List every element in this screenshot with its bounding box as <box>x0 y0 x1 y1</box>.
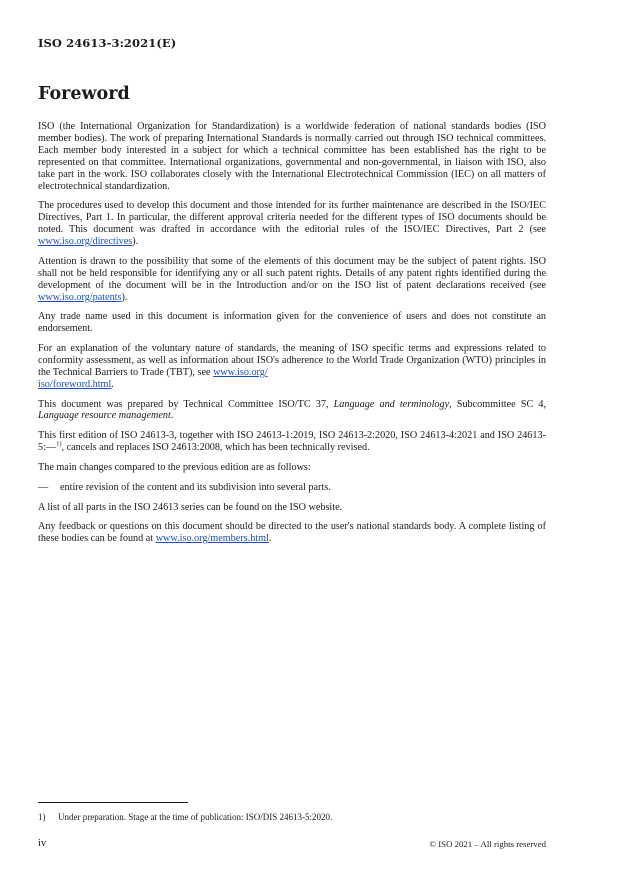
paragraph-procedures: The procedures used to develop this document and those intended for its further maintenance are described in the ISO/IEC Directives, Part 1. In particular, the different approval criteria needed for the different types of ISO documents should be noted. This document was drafted in accordance with the editorial rules of the ISO/IEC Directives, Part 2 (see www.iso.org/directives). <box>38 200 546 248</box>
footnote-ref[interactable]: 1) <box>56 440 62 448</box>
members-link[interactable]: www.iso.org/members.html <box>155 533 269 545</box>
foreword-link[interactable]: www.iso.org/ iso/foreword.html <box>38 366 268 390</box>
copyright-notice: © ISO 2021 – All rights reserved <box>429 839 546 849</box>
list-item: — entire revision of the content and its subdivision into several parts. <box>38 481 331 493</box>
footnote-text: Under preparation. Stage at the time of publication: ISO/DIS 24613-5:2020. <box>58 812 333 822</box>
directives-link[interactable]: www.iso.org/directives <box>38 236 133 248</box>
paragraph-edition: This first edition of ISO 24613-3, together with ISO 24613-1:2019, ISO 24613-2:2020, ISO 24613-4:2021 and ISO 24613-5:—$^{1)}$, cancels and replaces ISO 24613:2008, which has been technically revised. <box>38 430 546 454</box>
paragraph-iso-intro: ISO (the International Organization for Standardization) is a worldwide federation of national standards bodies (ISO member bodies). The work of preparing International Standards is normally carried out through ISO technical committees. Each member body interested in a subject for which a technical committee has been established has the right to be represented on that committee. International organizations, governmental and non-governmental, in liaison with ISO, also take part in the work. ISO collaborates closely with the International Electrotechnical Commission (IEC) on all matters of electrotechnical standardization. <box>38 121 546 192</box>
paragraph-committee: This document was prepared by Technical Committee ISO/TC 37, Language and terminology, Subcommittee SC 4, Language resource management. <box>38 398 546 422</box>
page-number: iv <box>38 838 47 849</box>
footnote-divider <box>38 802 188 803</box>
foreword-body <box>38 121 546 553</box>
paragraph-series-list: A list of all parts in the ISO 24613 series can be found on the ISO website. <box>38 501 343 513</box>
document-id: ISO 24613-3:2021(E) <box>38 36 177 50</box>
footnote <box>38 812 546 822</box>
paragraph-trade-name: Any trade name used in this document is information given for the convenience of users and does not constitute an endorsement. <box>38 311 546 335</box>
dash-bullet: — <box>38 481 49 493</box>
patents-link[interactable]: www.iso.org/patents <box>38 291 122 303</box>
page-title: Foreword <box>38 84 130 104</box>
paragraph-voluntary-nature: For an explanation of the voluntary nature of standards, the meaning of ISO specific terms and expressions related to conformity assessment, as well as information about ISO's adherence to the World Trade Organization (WTO) principles in the Technical Barriers to Trade (TBT), see www.iso.org/ iso/foreword.html. <box>38 343 546 390</box>
footnote-number: 1) <box>38 812 46 822</box>
paragraph-main-changes: The main changes compared to the previous edition are as follows: <box>38 461 311 473</box>
paragraph-patents: Attention is drawn to the possibility that some of the elements of this document may be the subject of patent rights. ISO shall not be held responsible for identifying any or all such patent rights. Details of any patent rights identified during the development of the document will be in the Introduction and/or on the ISO list of patent declarations received (see www.iso.org/patents). <box>38 255 546 303</box>
paragraph-feedback: Any feedback or questions on this document should be directed to the user's national standards body. A complete listing of these bodies can be found at www.iso.org/members.html. <box>38 521 546 545</box>
